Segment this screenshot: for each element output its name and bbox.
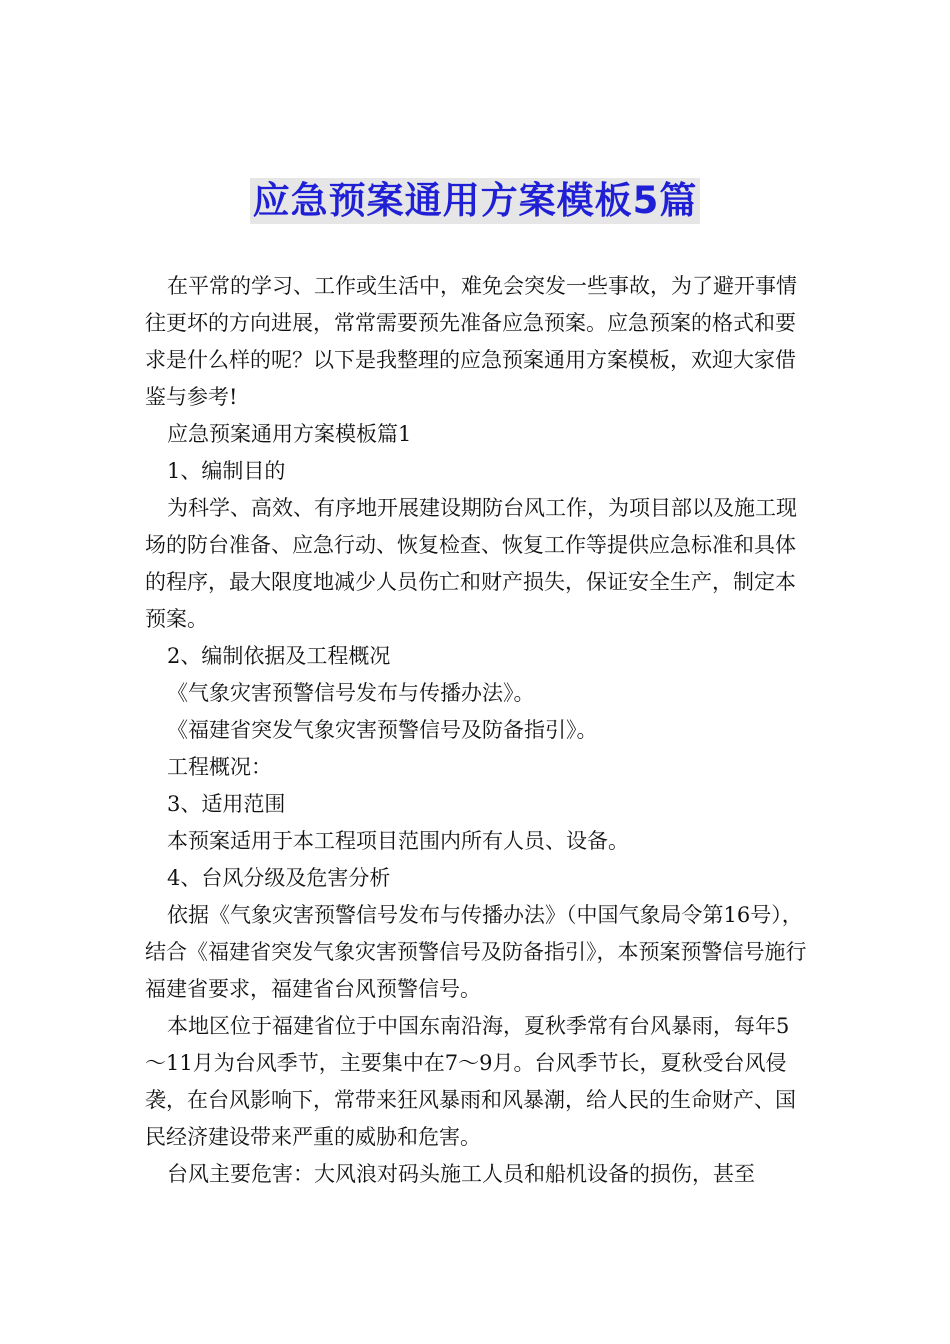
document-title: 应急预案通用方案模板5篇 [250,178,701,224]
title-container [0,178,950,224]
body-paragraph: 工程概况： [167,755,272,779]
body-paragraph: 《福建省突发气象灾害预警信号及防备指引》。 [167,718,598,742]
subsection-heading: 4、台风分级及危害分析 [167,866,391,890]
body-paragraph: 《气象灾害预警信号发布与传播办法》。 [167,681,535,705]
subsection-heading: 1、编制目的 [167,459,286,483]
intro-paragraph: 在平常的学习、工作或生活中，难免会突发一些事故，为了避开事情往更坏的方向进展，常常需要预先准备应急预案。应急预案的格式和要求是什么样的呢？以下是我整理的应急预案通用方案模板，欢迎大家借鉴与参考! [145,274,797,409]
body-paragraph: 依据《气象灾害预警信号发布与传播办法》（中国气象局令第16号），结合《福建省突发气象灾害预警信号及防备指引》，本预案预警信号施行福建省要求，福建省台风预警信号。 [145,903,807,1001]
subsection-heading: 2、编制依据及工程概况 [167,644,391,668]
body-paragraph: 台风主要危害：大风浪对码头施工人员和船机设备的损伤，甚至 [167,1162,755,1186]
subsection-heading: 3、适用范围 [167,792,286,816]
body-paragraph: 本预案适用于本工程项目范围内所有人员、设备。 [167,829,629,853]
body-paragraph: 本地区位于福建省位于中国东南沿海，夏秋季常有台风暴雨，每年5～11月为台风季节，主要集中在7～9月。台风季节长，夏秋受台风侵袭，在台风影响下，常带来狂风暴雨和风暴潮，给人民的生命财产、国民经济建设带来严重的威胁和危害。 [145,1014,796,1149]
section-heading: 应急预案通用方案模板篇1 [167,422,412,446]
document-body [145,268,810,1193]
body-paragraph: 为科学、高效、有序地开展建设期防台风工作，为项目部以及施工现场的防台准备、应急行动、恢复检查、恢复工作等提供应急标准和具体的程序，最大限度地减少人员伤亡和财产损失，保证安全生产，制定本预案。 [145,496,797,631]
